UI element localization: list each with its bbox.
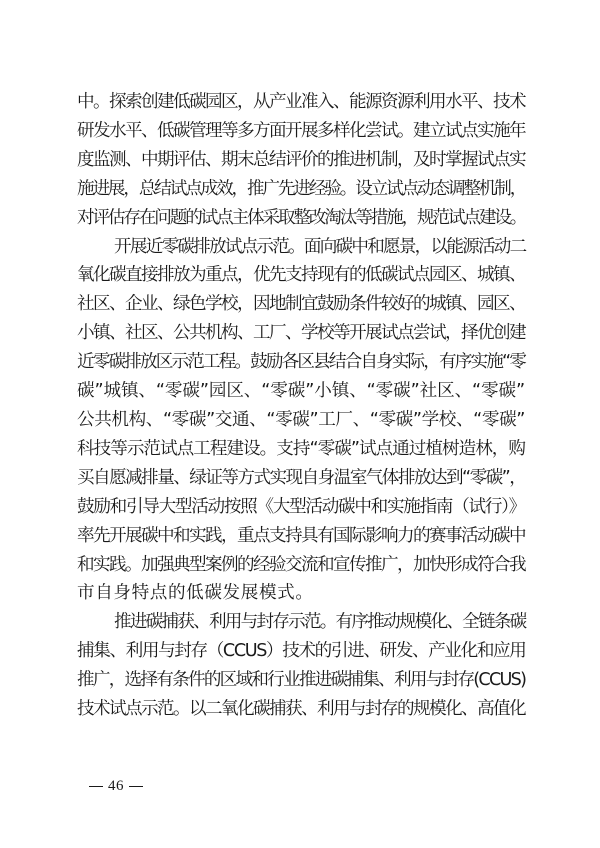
text-line: 率先开展碳中和实践，重点支持具有国际影响力的赛事活动碳中 bbox=[77, 525, 525, 546]
text-line: 科技等示范试点工程建设。支持“零碳”试点通过植树造林，购 bbox=[77, 438, 525, 459]
text-line: 买自愿减排量、绿证等方式实现自身温室气体排放达到“零碳”， bbox=[77, 467, 526, 488]
text-line: 氧化碳直接排放为重点，优先支持现有的低碳试点园区、城镇、 bbox=[77, 265, 525, 286]
text-line: 研发水平、低碳管理等多方面开展多样化尝试。建立试点实施年 bbox=[77, 120, 525, 141]
paragraph-low-carbon-parks bbox=[77, 88, 525, 233]
page-body bbox=[77, 88, 525, 724]
dash-right bbox=[129, 786, 143, 787]
paragraph-near-zero-carbon bbox=[77, 233, 525, 609]
text-line: 度监测、中期评估、期末总结评价的推进机制，及时掌握试点实 bbox=[77, 149, 525, 170]
text-line: 近零碳排放区示范工程。鼓励各区县结合自身实际，有序实施“零 bbox=[77, 352, 525, 373]
text-line: 推进碳捕获、利用与封存示范。有序推动规模化、全链条碳 bbox=[114, 612, 526, 633]
text-line: 捕集、利用与封存（CCUS）技术的引进、研发、产业化和应用 bbox=[77, 641, 526, 662]
text-line: 碳”城镇、“零碳”园区、“零碳”小镇、“零碳”社区、“零碳” bbox=[77, 381, 525, 402]
text-line: 推广，选择有条件的区域和行业推进碳捕集、利用与封存(CCUS) bbox=[77, 670, 526, 691]
page-number-value: 46 bbox=[108, 778, 124, 794]
text-line: 开展近零碳排放试点示范。面向碳中和愿景，以能源活动二 bbox=[114, 236, 526, 257]
text-line: 技术试点示范。以二氧化碳捕获、利用与封存的规模化、高值化 bbox=[77, 699, 525, 720]
text-line: 市自身特点的低碳发展模式。 bbox=[77, 583, 314, 604]
text-line: 对评估存在问题的试点主体采取整改淘汰等措施，规范试点建设。 bbox=[77, 207, 526, 228]
dash-left bbox=[89, 786, 103, 787]
page-number bbox=[84, 778, 148, 795]
text-line: 公共机构、“零碳”交通、“零碳”工厂、“零碳”学校、“零碳” bbox=[77, 409, 525, 430]
text-line: 鼓励和引导大型活动按照《大型活动碳中和实施指南（试行）》 bbox=[77, 496, 525, 517]
text-line: 中。探索创建低碳园区，从产业准入、能源资源利用水平、技术 bbox=[77, 92, 525, 112]
text-line: 和实践。加强典型案例的经验交流和宣传推广，加快形成符合我 bbox=[77, 554, 525, 575]
text-line: 施进展，总结试点成效，推广先进经验。设立试点动态调整机制， bbox=[77, 178, 526, 199]
paragraph-ccus bbox=[77, 608, 525, 724]
text-line: 社区、企业、绿色学校，因地制宜鼓励条件较好的城镇、园区、 bbox=[77, 294, 525, 315]
text-line: 小镇、社区、公共机构、工厂、学校等开展试点尝试，择优创建 bbox=[77, 323, 525, 344]
